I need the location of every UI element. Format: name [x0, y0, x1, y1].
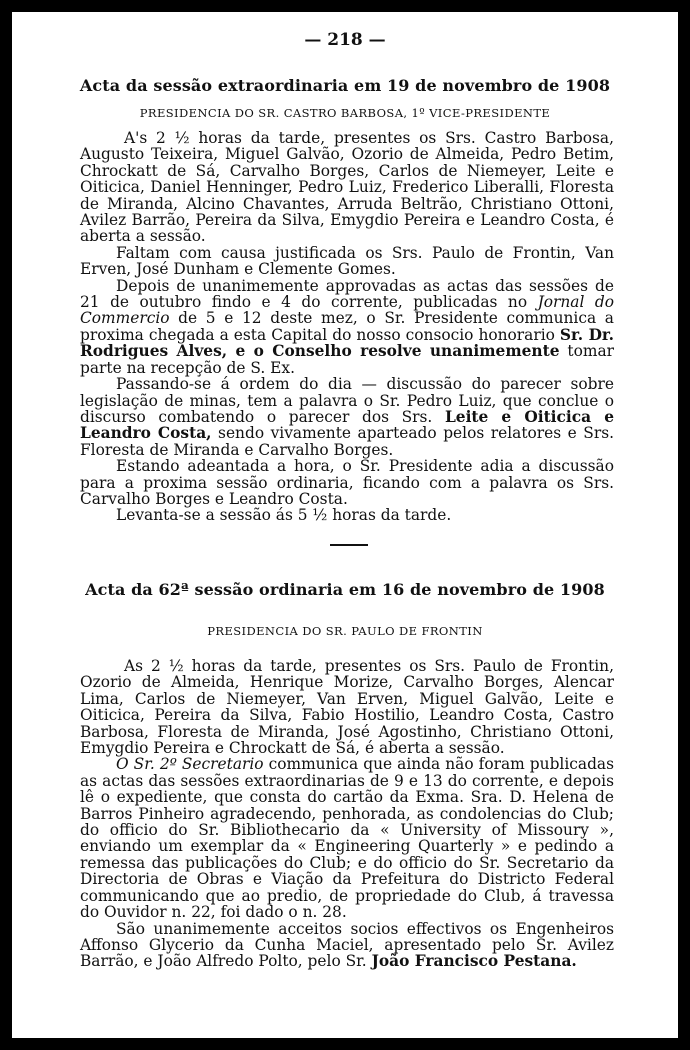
text-run: Depois de unanimemente approvadas as actas das sessões de 21 de outubro findo e 4 do corrente, publicadas no — [80, 276, 614, 312]
section-divider — [330, 544, 368, 546]
text-run: Passando-se á ordem do dia — discussão do parecer sobre legislação de minas, tem a palavra o Sr. Pedro Luiz, que conclue o discurso combatendo o parecer dos Srs. — [80, 375, 614, 426]
section-2-title: Acta da 62ª sessão ordinaria em 16 de novembro de 1908 — [85, 580, 605, 599]
section-2-subtitle: PRESIDENCIA DO SR. PAULO DE FRONTIN — [207, 624, 483, 638]
section-2-paragraph — [80, 921, 614, 970]
document-page — [12, 12, 678, 1038]
text-run: tomar parte na recepção de S. Ex. — [80, 342, 614, 377]
bold-text-run: Leite e Oiticica e Leandro Costa, — [80, 407, 614, 443]
text-run: de 5 e 12 deste mez, o Sr. Presidente communica a proxima chegada a esta Capital do nosso consocio honorario — [80, 309, 614, 344]
section-1-body — [80, 130, 614, 524]
section-1-paragraph — [80, 278, 614, 376]
section-2-paragraph — [80, 756, 614, 920]
section-1-paragraph — [80, 376, 614, 458]
page-number: — 218 — — [304, 30, 386, 50]
text-run: sendo vivamente aparteado pelos relatores e Srs. Floresta de Miranda e Carvalho Borges. — [80, 424, 614, 459]
section-1-paragraph: Faltam com causa justificada os Srs. Paulo de Frontin, Van Erven, José Dunham e Clemente Gomes. — [80, 243, 614, 279]
section-1-subtitle: PRESIDENCIA DO SR. CASTRO BARBOSA, 1º VICE-PRESIDENTE — [139, 106, 551, 120]
section-2-paragraph: As 2 ½ horas da tarde, presentes os Srs. Paulo de Frontin, Ozorio de Almeida, Henrique Morize, Carvalho Borges, Alencar Lima, Carlos de Niemeyer, Van Erven, Miguel Galvão, Leite e Oiticica, Pereira da Silva, Fabio Hostilio, Leandro Costa, Castro Barbosa, Floresta de Miranda, José Agostinho, Christiano Ottoni, Emygdio Pereira e Chrockatt de Sá, é aberta a sessão. — [80, 657, 614, 758]
section-1-paragraph: Levanta-se a sessão ás 5 ½ horas da tarde. — [116, 506, 452, 525]
section-1-paragraph: A's 2 ½ horas da tarde, presentes os Srs. Castro Barbosa, Augusto Teixeira, Miguel Galvão, Ozorio de Almeida, Pedro Betim, Chrockatt de Sá, Carvalho Borges, Carlos de Niemeyer, Leite e Oiticica, Daniel Henninger, Pedro Luiz, Frederico Liberalli, Floresta de Miranda, Alcino Chavantes, Arruda Beltrão, Christiano Ottoni, Avilez Barrão, Pereira da Silva, Emygdio Pereira e Leandro Costa, é aberta a sessão. — [80, 129, 614, 246]
section-1-paragraph: Estando adeantada a hora, o Sr. Presidente adia a discussão para a proxima sessão ordinaria, ficando com a palavra os Srs. Carvalho Borges e Leandro Costa. — [80, 457, 614, 508]
section-2-body — [80, 658, 614, 970]
bold-text-run: Sr. Dr. Rodrigues Alves, e o Conselho resolve unanimemente — [80, 325, 614, 361]
text-run: communica que ainda não foram publicadas as actas das sessões extraordinarias de 9 e 13 do corrente, e depois lê o expediente, que consta do cartão da Exma. Sra. D. Helena de Barros Pinheiro agradecendo, penhorada, as condolencias do Club; do officio do Sr. Bibliothecario da « University of Missoury », enviando um exemplar da « Engineering Quarterly » e pedindo a remessa das publicações do Club; e do officio do Sr. Secretario da Directoria de Obras e Viação da Prefeitura do Districto Federal communicando que ao predio, de propriedade do Club, á travessa do Ouvidor n. 22, foi dado o n. 28. — [80, 755, 614, 922]
newspaper-name: Jornal do Commercio — [80, 293, 614, 328]
text-run: São unanimemente acceitos socios effectivos os Engenheiros Affonso Glycerio da Cunha Maciel, apresentado pelo Sr. Avilez Barrão, e João Alfredo Polto, pelo Sr. — [80, 919, 614, 971]
section-1-title: Acta da sessão extraordinaria em 19 de novembro de 1908 — [79, 76, 611, 95]
bold-text-run: João Francisco Pestana. — [371, 952, 577, 971]
italic-text-run: O Sr. 2º Secretario — [116, 755, 264, 774]
